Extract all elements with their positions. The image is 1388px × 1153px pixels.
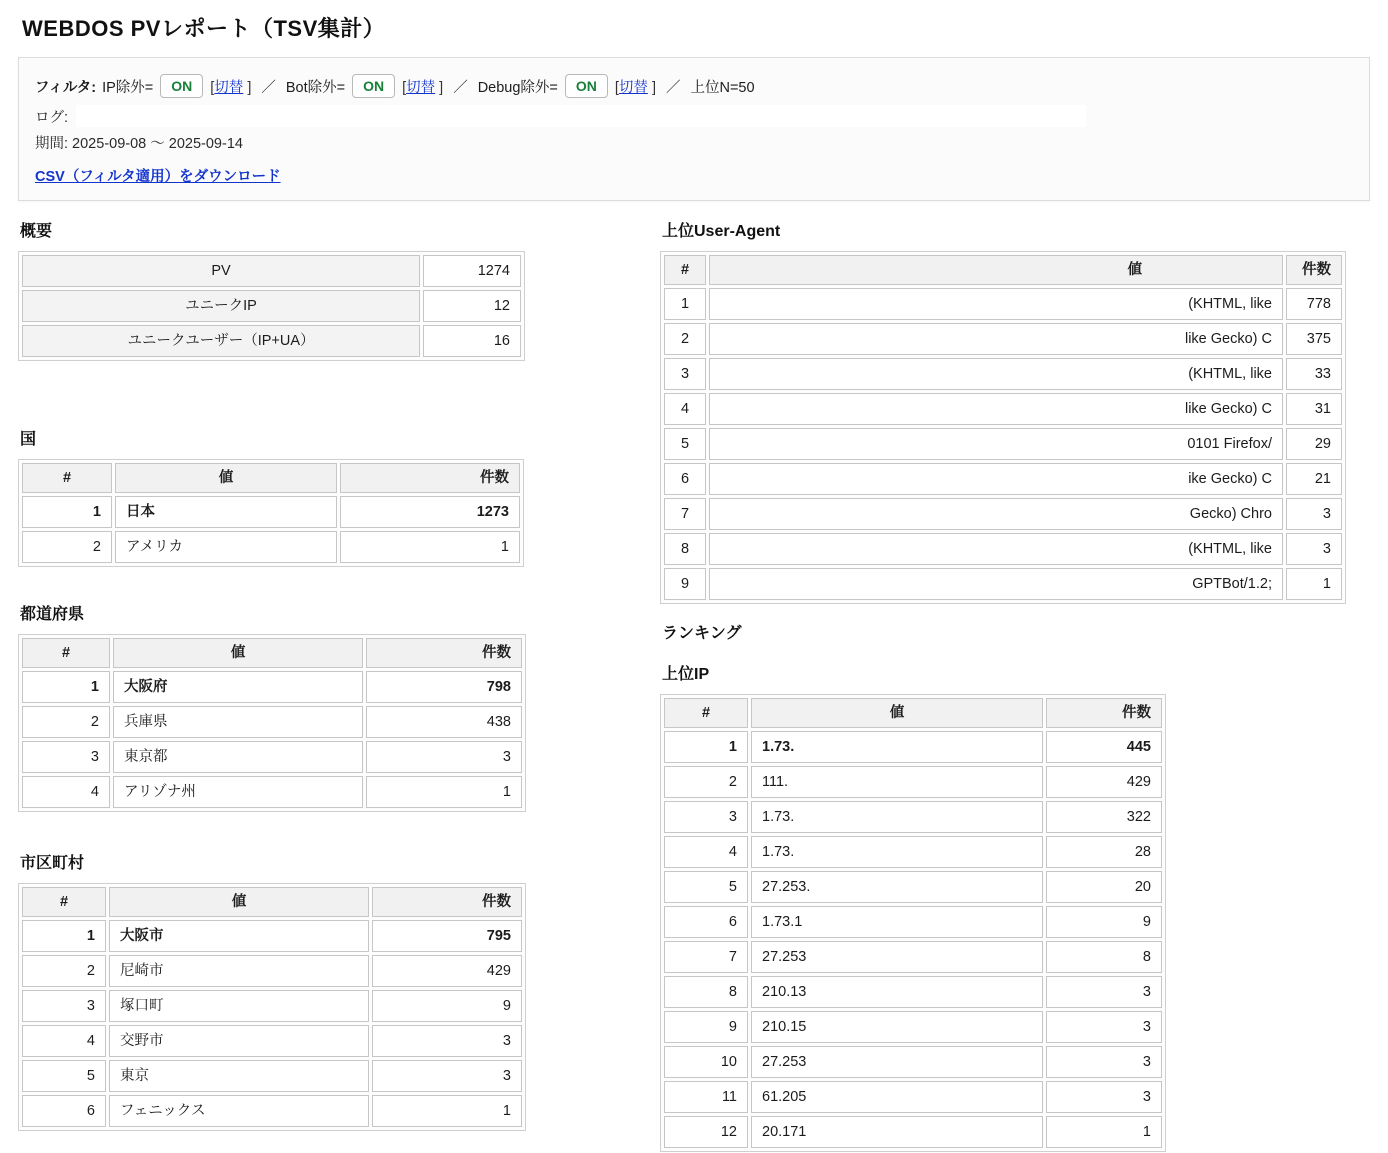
table-row (22, 706, 522, 738)
count-header: 件数 (372, 887, 522, 917)
count-cell: 429 (372, 955, 522, 987)
bracket-open: [ (402, 79, 407, 96)
prefecture-heading: 都道府県 (20, 606, 85, 623)
rank-cell: 2 (22, 531, 112, 563)
csv-row (35, 162, 1353, 188)
count-cell: 33 (1286, 358, 1342, 390)
table-row (22, 290, 521, 322)
left-column (18, 218, 534, 1131)
filter-panel (18, 57, 1370, 201)
filter-label: フィルタ: (35, 79, 97, 96)
table-row (664, 766, 1162, 798)
rank-cell: 1 (664, 288, 706, 320)
table-header-row (664, 698, 1162, 728)
value-cell: GPTBot/1.2; (709, 568, 1283, 600)
count-cell: 1 (1286, 568, 1342, 600)
value-cell: like Gecko) C (709, 393, 1283, 425)
city-table (18, 883, 526, 1131)
rank-header: # (22, 463, 112, 493)
page-title: WEBDOS PVレポート（TSV集計） (22, 16, 386, 41)
table-row (22, 955, 522, 987)
filter-toggle-row (35, 69, 1353, 103)
rank-cell: 2 (22, 706, 110, 738)
table-row (664, 801, 1162, 833)
right-column (660, 218, 1352, 1152)
table-row (664, 836, 1162, 868)
rank-cell: 4 (22, 1025, 106, 1057)
count-header: 件数 (1046, 698, 1162, 728)
count-cell: 3 (372, 1060, 522, 1092)
count-cell: 1 (366, 776, 522, 808)
count-cell: 429 (1046, 766, 1162, 798)
count-cell: 3 (1046, 1081, 1162, 1113)
value-cell: 12 (423, 290, 521, 322)
rank-cell: 6 (664, 463, 706, 495)
value-cell: 0101 Firefox/ (709, 428, 1283, 460)
rank-cell: 4 (22, 776, 110, 808)
table-row (664, 1046, 1162, 1078)
value-header: 値 (751, 698, 1043, 728)
rank-cell: 5 (664, 871, 748, 903)
count-cell: 29 (1286, 428, 1342, 460)
value-header: 値 (113, 638, 363, 668)
prefecture-table (18, 634, 526, 812)
count-cell: 20 (1046, 871, 1162, 903)
count-cell: 9 (372, 990, 522, 1022)
rank-cell: 2 (664, 323, 706, 355)
count-cell: 322 (1046, 801, 1162, 833)
table-row (664, 288, 1342, 320)
rank-cell: 12 (664, 1116, 748, 1148)
count-cell: 1 (372, 1095, 522, 1127)
value-cell: 27.253 (751, 941, 1043, 973)
filter-bot-exclude-label: Bot除外= (285, 79, 346, 96)
debug-exclude-toggle-wrap (615, 76, 656, 97)
table-row (664, 463, 1342, 495)
count-cell: 3 (1286, 498, 1342, 530)
ip-exclude-toggle-wrap (210, 76, 251, 97)
count-cell: 1273 (340, 496, 520, 528)
value-cell: 大阪市 (109, 920, 369, 952)
rank-cell: 6 (664, 906, 748, 938)
value-cell: 1274 (423, 255, 521, 287)
table-row (664, 731, 1162, 763)
table-row (664, 393, 1342, 425)
metric-cell: PV (22, 255, 420, 287)
table-row (22, 1060, 522, 1092)
table-row (22, 776, 522, 808)
table-row (22, 1025, 522, 1057)
rank-cell: 9 (664, 568, 706, 600)
log-label: ログ: (35, 109, 69, 126)
bracket-close: ] (435, 79, 444, 96)
value-cell: ike Gecko) C (709, 463, 1283, 495)
table-row (664, 533, 1342, 565)
rank-cell: 7 (664, 941, 748, 973)
value-cell: (KHTML, like (709, 358, 1283, 390)
table-row (22, 741, 522, 773)
count-cell: 795 (372, 920, 522, 952)
table-row (664, 1081, 1162, 1113)
table-row (664, 498, 1342, 530)
country-heading: 国 (20, 431, 37, 448)
count-cell: 3 (1046, 976, 1162, 1008)
table-row (664, 568, 1342, 600)
value-cell: 27.253 (751, 1046, 1043, 1078)
metric-cell: ユニークユーザー（IP+UA） (22, 325, 420, 357)
bracket-close: ] (647, 79, 656, 96)
count-cell: 375 (1286, 323, 1342, 355)
bracket-open: [ (614, 79, 619, 96)
table-header-row (22, 638, 522, 668)
rank-cell: 1 (22, 920, 106, 952)
value-cell: 16 (423, 325, 521, 357)
rank-cell: 1 (664, 731, 748, 763)
rank-cell: 3 (22, 990, 106, 1022)
debug-exclude-toggle-link[interactable]: 切替 (618, 79, 648, 96)
count-cell: 798 (366, 671, 522, 703)
table-header-row (22, 887, 522, 917)
count-cell: 3 (372, 1025, 522, 1057)
value-cell: 交野市 (109, 1025, 369, 1057)
count-header: 件数 (366, 638, 522, 668)
count-cell: 1 (340, 531, 520, 563)
rank-cell: 4 (664, 393, 706, 425)
city-heading: 市区町村 (20, 855, 85, 872)
value-cell: 210.13 (751, 976, 1043, 1008)
table-row (664, 1011, 1162, 1043)
table-row (664, 323, 1342, 355)
rank-cell: 8 (664, 976, 748, 1008)
rank-cell: 4 (664, 836, 748, 868)
value-cell: 1.73. (751, 801, 1043, 833)
value-cell: 27.253. (751, 871, 1043, 903)
value-cell: (KHTML, like (709, 533, 1283, 565)
table-row (22, 990, 522, 1022)
table-row (22, 255, 521, 287)
top-ip-table (660, 694, 1166, 1152)
rank-cell: 8 (664, 533, 706, 565)
count-cell: 3 (1286, 533, 1342, 565)
count-cell: 445 (1046, 731, 1162, 763)
value-cell: 210.15 (751, 1011, 1043, 1043)
table-row (22, 1095, 522, 1127)
value-cell: 日本 (115, 496, 337, 528)
value-cell: 1.73.1 (751, 906, 1043, 938)
count-cell: 3 (1046, 1046, 1162, 1078)
table-row (664, 871, 1162, 903)
separator: ／ (665, 79, 681, 96)
log-row (35, 103, 1353, 129)
ip-exclude-toggle-link[interactable]: 切替 (214, 79, 244, 96)
rank-cell: 10 (664, 1046, 748, 1078)
metric-cell: ユニークIP (22, 290, 420, 322)
bracket-open: [ (210, 79, 215, 96)
count-cell: 1 (1046, 1116, 1162, 1148)
rank-cell: 3 (664, 358, 706, 390)
rank-cell: 2 (664, 766, 748, 798)
value-cell: 20.171 (751, 1116, 1043, 1148)
rank-cell: 3 (664, 801, 748, 833)
table-row (664, 976, 1162, 1008)
table-row (22, 671, 522, 703)
log-path-redaction (76, 105, 1086, 127)
value-cell: 東京都 (113, 741, 363, 773)
table-header-row (22, 463, 520, 493)
count-cell: 438 (366, 706, 522, 738)
rank-cell: 5 (664, 428, 706, 460)
count-header: 件数 (340, 463, 520, 493)
value-cell: アメリカ (115, 531, 337, 563)
count-cell: 8 (1046, 941, 1162, 973)
value-cell: Gecko) Chro (709, 498, 1283, 530)
bot-exclude-toggle-link[interactable]: 切替 (406, 79, 436, 96)
country-table (18, 459, 524, 567)
rank-cell: 11 (664, 1081, 748, 1113)
count-header: 件数 (1286, 255, 1342, 285)
separator: ／ (453, 79, 468, 96)
rank-header: # (664, 698, 748, 728)
table-row (22, 496, 520, 528)
rank-cell: 1 (22, 496, 112, 528)
value-cell: like Gecko) C (709, 323, 1283, 355)
value-cell: 1.73. (751, 836, 1043, 868)
value-cell: (KHTML, like (709, 288, 1283, 320)
value-cell: フェニックス (109, 1095, 369, 1127)
filter-debug-exclude-label: Debug除外= (477, 79, 558, 96)
summary-table (18, 251, 525, 361)
value-cell: 大阪府 (113, 671, 363, 703)
user-agent-table (660, 251, 1346, 604)
value-cell: 111. (751, 766, 1043, 798)
count-cell: 3 (1046, 1011, 1162, 1043)
value-cell: 1.73. (751, 731, 1043, 763)
bot-exclude-toggle-wrap (402, 76, 443, 97)
value-cell: 尼崎市 (109, 955, 369, 987)
count-cell: 9 (1046, 906, 1162, 938)
value-cell: 塚口町 (109, 990, 369, 1022)
table-row (664, 1116, 1162, 1148)
table-header-row (664, 255, 1342, 285)
count-cell: 3 (366, 741, 522, 773)
count-cell: 21 (1286, 463, 1342, 495)
rank-cell: 2 (22, 955, 106, 987)
ip-exclude-status-badge: ON (160, 74, 203, 98)
value-header: 値 (115, 463, 337, 493)
table-row (22, 531, 520, 563)
value-cell: アリゾナ州 (113, 776, 363, 808)
top-ip-heading: 上位IP (662, 666, 710, 683)
summary-heading: 概要 (20, 223, 53, 240)
rank-cell: 1 (22, 671, 110, 703)
value-header: 値 (109, 887, 369, 917)
period-label: 期間: 2025-09-08 ～ 2025-09-14 (35, 135, 243, 152)
table-row (22, 325, 521, 357)
debug-exclude-status-badge: ON (565, 74, 608, 98)
count-cell: 31 (1286, 393, 1342, 425)
rank-header: # (22, 887, 106, 917)
table-row (664, 358, 1342, 390)
user-agent-heading: 上位User-Agent (662, 223, 781, 240)
period-row (35, 129, 1353, 155)
rank-cell: 7 (664, 498, 706, 530)
bot-exclude-status-badge: ON (352, 74, 395, 98)
separator: ／ (261, 79, 276, 96)
rank-header: # (664, 255, 706, 285)
count-cell: 28 (1046, 836, 1162, 868)
value-cell: 兵庫県 (113, 706, 363, 738)
rank-header: # (22, 638, 110, 668)
rank-cell: 9 (664, 1011, 748, 1043)
rank-cell: 3 (22, 741, 110, 773)
table-row (664, 941, 1162, 973)
rank-cell: 6 (22, 1095, 106, 1127)
csv-download-link[interactable]: CSV（フィルタ適用）をダウンロード (35, 168, 281, 185)
value-cell: 61.205 (751, 1081, 1043, 1113)
table-row (22, 920, 522, 952)
count-cell: 778 (1286, 288, 1342, 320)
value-cell: 東京 (109, 1060, 369, 1092)
top-n-label: 上位N=50 (690, 79, 755, 96)
table-row (664, 428, 1342, 460)
content-columns (18, 218, 1388, 1152)
ranking-heading: ランキング (662, 625, 742, 642)
value-header: 値 (709, 255, 1283, 285)
bracket-close: ] (243, 79, 252, 96)
filter-ip-exclude-label: IP除外= (102, 79, 154, 96)
table-row (664, 906, 1162, 938)
rank-cell: 5 (22, 1060, 106, 1092)
